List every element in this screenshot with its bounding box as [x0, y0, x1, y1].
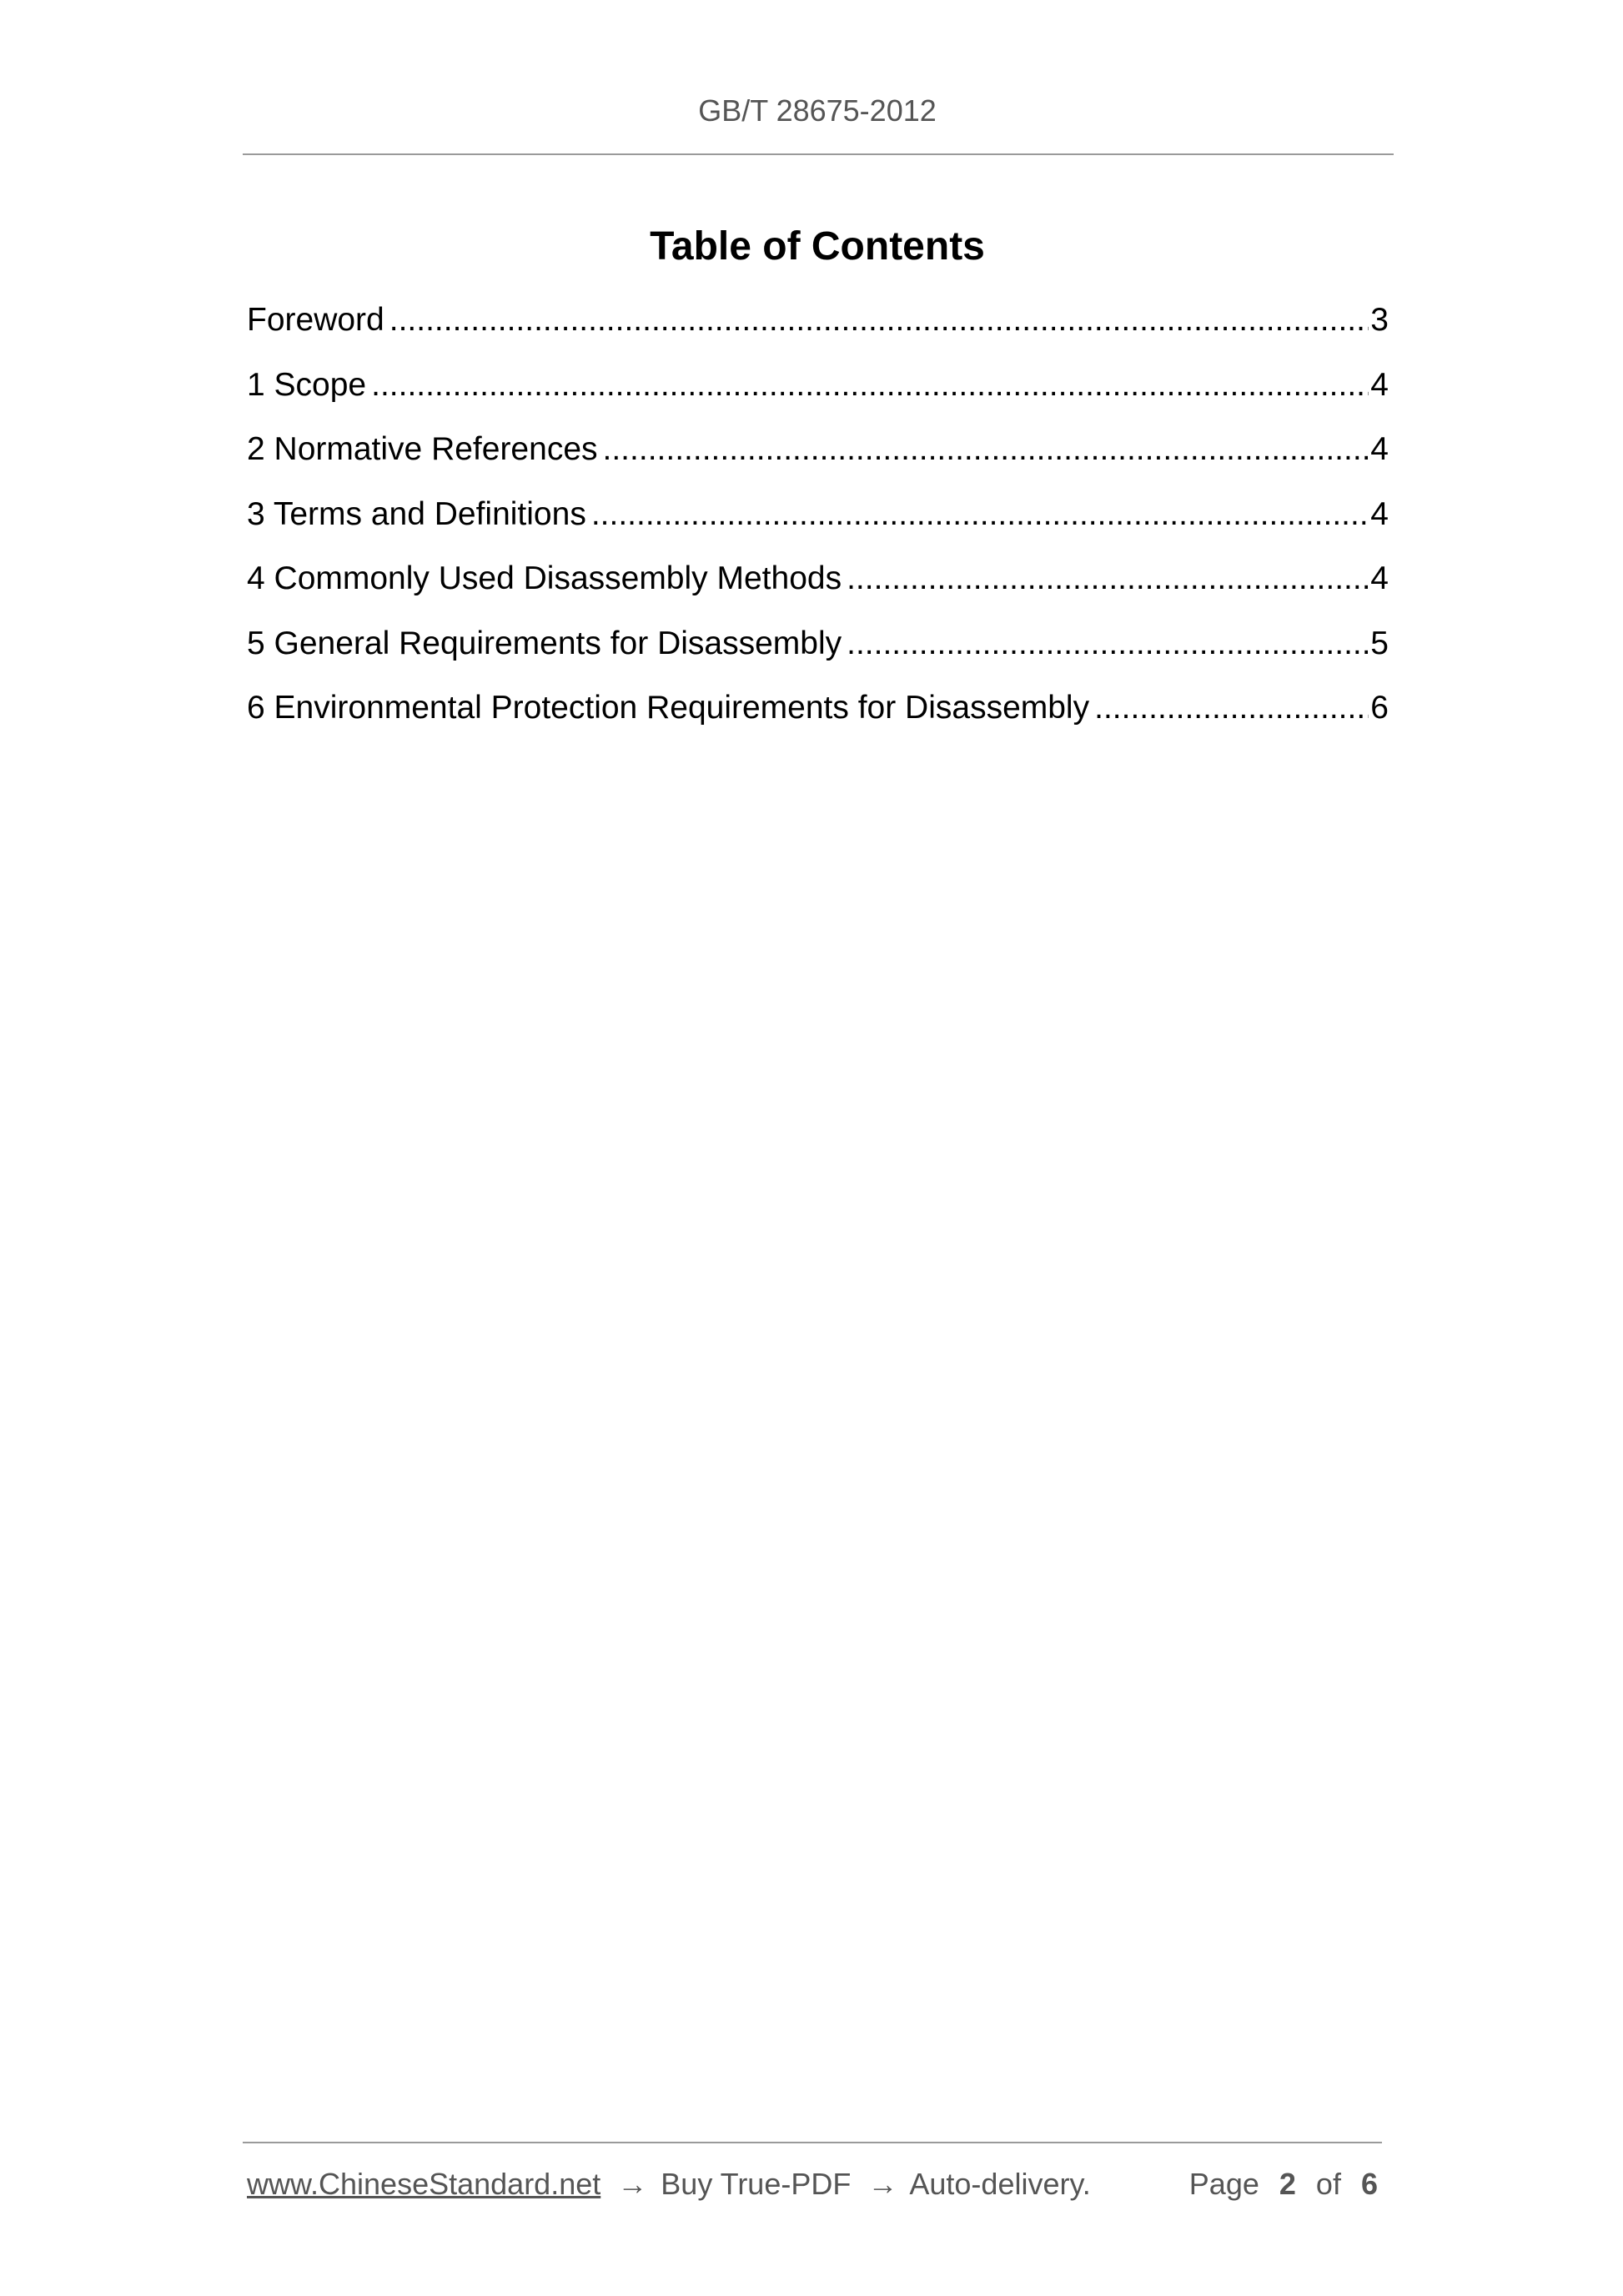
- page-word: Page: [1188, 2167, 1259, 2201]
- toc-entry-general-requirements[interactable]: [247, 622, 1389, 687]
- toc-entry-label: 2 Normative References: [247, 431, 598, 467]
- dot-leader: [1094, 686, 1369, 730]
- toc-entry-label: Foreword: [247, 302, 384, 338]
- toc-entry-label: 4 Commonly Used Disassembly Methods: [247, 560, 842, 596]
- header-divider: [243, 153, 1394, 155]
- toc-entry-normative-references[interactable]: [247, 428, 1389, 493]
- toc-entry-page: 4: [1370, 560, 1389, 596]
- footer-step-delivery: Auto-delivery.: [909, 2167, 1091, 2201]
- toc-entry-page: 4: [1370, 495, 1389, 532]
- table-of-contents: [247, 299, 1389, 751]
- toc-entry-foreword[interactable]: [247, 299, 1389, 364]
- toc-entry-scope[interactable]: [247, 364, 1389, 429]
- page-number: [1189, 2164, 1378, 2204]
- toc-entry-page: 5: [1370, 625, 1389, 661]
- dot-leader: [847, 557, 1369, 600]
- toc-entry-label: 6 Environmental Protection Requirements for Disassembly: [247, 690, 1090, 726]
- toc-entry-page: 4: [1370, 366, 1389, 403]
- toc-title: Table of Contents: [650, 224, 985, 269]
- dot-leader: [389, 299, 1369, 342]
- toc-entry-label: 5 General Requirements for Disassembly: [247, 625, 842, 661]
- site-link[interactable]: www.ChineseStandard.net: [247, 2167, 601, 2201]
- footer-promo: [247, 2164, 1091, 2204]
- dot-leader: [603, 428, 1369, 471]
- dot-leader: [371, 364, 1369, 407]
- running-header: GB/T 28675-2012: [698, 93, 937, 128]
- dot-leader: [591, 493, 1369, 536]
- toc-entry-page: 6: [1370, 690, 1389, 726]
- toc-entry-label: 3 Terms and Definitions: [247, 495, 586, 532]
- toc-entry-page: 3: [1370, 302, 1389, 338]
- toc-entry-page: 4: [1370, 431, 1389, 467]
- toc-entry-terms-definitions[interactable]: [247, 493, 1389, 558]
- dot-leader: [847, 622, 1369, 666]
- toc-entry-environmental-requirements[interactable]: [247, 686, 1389, 751]
- toc-entry-label: 1 Scope: [247, 366, 367, 403]
- of-word: of: [1315, 2167, 1341, 2201]
- right-arrow-icon: →: [617, 2167, 648, 2201]
- toc-entry-disassembly-methods[interactable]: [247, 557, 1389, 622]
- right-arrow-icon: →: [867, 2167, 898, 2201]
- current-page: 2: [1279, 2167, 1296, 2201]
- footer-divider: [243, 2142, 1382, 2143]
- footer-step-buy: Buy True-PDF: [661, 2167, 852, 2201]
- total-pages: 6: [1360, 2167, 1378, 2201]
